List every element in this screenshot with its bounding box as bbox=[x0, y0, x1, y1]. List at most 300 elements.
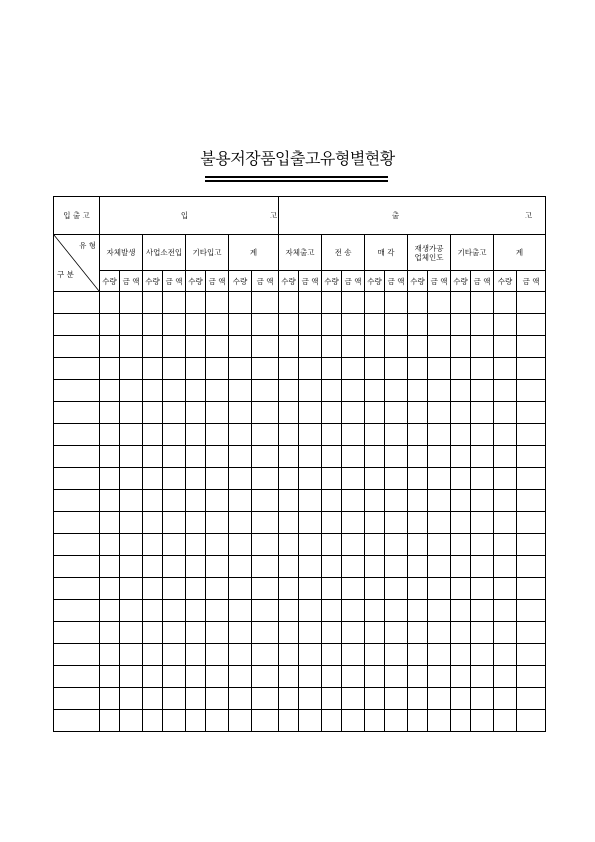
data-cell[interactable] bbox=[252, 644, 279, 666]
data-cell[interactable] bbox=[100, 468, 120, 490]
data-cell[interactable] bbox=[451, 710, 471, 732]
data-cell[interactable] bbox=[365, 314, 385, 336]
data-cell[interactable] bbox=[365, 644, 385, 666]
data-cell[interactable] bbox=[186, 402, 206, 424]
row-label-cell[interactable] bbox=[54, 358, 100, 380]
data-cell[interactable] bbox=[186, 490, 206, 512]
data-cell[interactable] bbox=[365, 622, 385, 644]
data-cell[interactable] bbox=[494, 336, 517, 358]
data-cell[interactable] bbox=[186, 424, 206, 446]
data-cell[interactable] bbox=[408, 424, 428, 446]
data-cell[interactable] bbox=[322, 710, 342, 732]
row-label-cell[interactable] bbox=[54, 666, 100, 688]
data-cell[interactable] bbox=[229, 358, 252, 380]
data-cell[interactable] bbox=[471, 490, 494, 512]
data-cell[interactable] bbox=[494, 644, 517, 666]
data-cell[interactable] bbox=[385, 578, 408, 600]
data-cell[interactable] bbox=[299, 468, 322, 490]
data-cell[interactable] bbox=[428, 490, 451, 512]
data-cell[interactable] bbox=[186, 644, 206, 666]
data-cell[interactable] bbox=[471, 336, 494, 358]
data-cell[interactable] bbox=[365, 556, 385, 578]
data-cell[interactable] bbox=[365, 380, 385, 402]
data-cell[interactable] bbox=[451, 600, 471, 622]
data-cell[interactable] bbox=[385, 600, 408, 622]
data-cell[interactable] bbox=[120, 534, 143, 556]
data-cell[interactable] bbox=[451, 622, 471, 644]
data-cell[interactable] bbox=[517, 688, 546, 710]
data-cell[interactable] bbox=[143, 666, 163, 688]
data-cell[interactable] bbox=[365, 358, 385, 380]
data-cell[interactable] bbox=[229, 688, 252, 710]
data-cell[interactable] bbox=[517, 578, 546, 600]
data-cell[interactable] bbox=[494, 600, 517, 622]
data-cell[interactable] bbox=[365, 578, 385, 600]
data-cell[interactable] bbox=[252, 336, 279, 358]
data-cell[interactable] bbox=[100, 578, 120, 600]
data-cell[interactable] bbox=[451, 468, 471, 490]
data-cell[interactable] bbox=[163, 402, 186, 424]
data-cell[interactable] bbox=[471, 644, 494, 666]
data-cell[interactable] bbox=[494, 292, 517, 314]
row-label-cell[interactable] bbox=[54, 402, 100, 424]
data-cell[interactable] bbox=[494, 402, 517, 424]
data-cell[interactable] bbox=[120, 710, 143, 732]
data-cell[interactable] bbox=[163, 578, 186, 600]
data-cell[interactable] bbox=[143, 512, 163, 534]
row-label-cell[interactable] bbox=[54, 688, 100, 710]
data-cell[interactable] bbox=[451, 424, 471, 446]
data-cell[interactable] bbox=[252, 402, 279, 424]
data-cell[interactable] bbox=[229, 534, 252, 556]
data-cell[interactable] bbox=[186, 534, 206, 556]
data-cell[interactable] bbox=[322, 380, 342, 402]
data-cell[interactable] bbox=[299, 490, 322, 512]
row-label-cell[interactable] bbox=[54, 446, 100, 468]
data-cell[interactable] bbox=[299, 600, 322, 622]
data-cell[interactable] bbox=[365, 402, 385, 424]
data-cell[interactable] bbox=[229, 336, 252, 358]
data-cell[interactable] bbox=[385, 402, 408, 424]
data-cell[interactable] bbox=[471, 292, 494, 314]
data-cell[interactable] bbox=[100, 380, 120, 402]
data-cell[interactable] bbox=[385, 556, 408, 578]
data-cell[interactable] bbox=[143, 688, 163, 710]
data-cell[interactable] bbox=[279, 534, 299, 556]
data-cell[interactable] bbox=[408, 490, 428, 512]
data-cell[interactable] bbox=[186, 512, 206, 534]
data-cell[interactable] bbox=[100, 402, 120, 424]
data-cell[interactable] bbox=[342, 512, 365, 534]
data-cell[interactable] bbox=[365, 688, 385, 710]
data-cell[interactable] bbox=[186, 688, 206, 710]
data-cell[interactable] bbox=[252, 622, 279, 644]
data-cell[interactable] bbox=[342, 336, 365, 358]
data-cell[interactable] bbox=[342, 688, 365, 710]
data-cell[interactable] bbox=[252, 490, 279, 512]
data-cell[interactable] bbox=[322, 402, 342, 424]
data-cell[interactable] bbox=[428, 446, 451, 468]
data-cell[interactable] bbox=[451, 314, 471, 336]
data-cell[interactable] bbox=[365, 336, 385, 358]
data-cell[interactable] bbox=[385, 380, 408, 402]
data-cell[interactable] bbox=[385, 446, 408, 468]
data-cell[interactable] bbox=[517, 710, 546, 732]
data-cell[interactable] bbox=[100, 292, 120, 314]
data-cell[interactable] bbox=[252, 710, 279, 732]
data-cell[interactable] bbox=[322, 666, 342, 688]
data-cell[interactable] bbox=[163, 358, 186, 380]
data-cell[interactable] bbox=[471, 468, 494, 490]
data-cell[interactable] bbox=[100, 710, 120, 732]
data-cell[interactable] bbox=[471, 446, 494, 468]
data-cell[interactable] bbox=[408, 468, 428, 490]
data-cell[interactable] bbox=[322, 512, 342, 534]
data-cell[interactable] bbox=[471, 424, 494, 446]
data-cell[interactable] bbox=[428, 622, 451, 644]
data-cell[interactable] bbox=[229, 578, 252, 600]
data-cell[interactable] bbox=[206, 512, 229, 534]
data-cell[interactable] bbox=[494, 490, 517, 512]
data-cell[interactable] bbox=[342, 314, 365, 336]
data-cell[interactable] bbox=[322, 292, 342, 314]
data-cell[interactable] bbox=[206, 578, 229, 600]
data-cell[interactable] bbox=[428, 314, 451, 336]
data-cell[interactable] bbox=[428, 644, 451, 666]
data-cell[interactable] bbox=[143, 490, 163, 512]
data-cell[interactable] bbox=[279, 688, 299, 710]
data-cell[interactable] bbox=[100, 512, 120, 534]
data-cell[interactable] bbox=[471, 314, 494, 336]
data-cell[interactable] bbox=[494, 358, 517, 380]
data-cell[interactable] bbox=[206, 556, 229, 578]
data-cell[interactable] bbox=[365, 710, 385, 732]
data-cell[interactable] bbox=[494, 424, 517, 446]
data-cell[interactable] bbox=[517, 644, 546, 666]
data-cell[interactable] bbox=[471, 358, 494, 380]
data-cell[interactable] bbox=[229, 402, 252, 424]
data-cell[interactable] bbox=[229, 380, 252, 402]
data-cell[interactable] bbox=[163, 688, 186, 710]
data-cell[interactable] bbox=[163, 446, 186, 468]
data-cell[interactable] bbox=[143, 600, 163, 622]
data-cell[interactable] bbox=[120, 380, 143, 402]
data-cell[interactable] bbox=[385, 292, 408, 314]
data-cell[interactable] bbox=[252, 556, 279, 578]
data-cell[interactable] bbox=[252, 446, 279, 468]
row-label-cell[interactable] bbox=[54, 468, 100, 490]
data-cell[interactable] bbox=[143, 292, 163, 314]
data-cell[interactable] bbox=[100, 556, 120, 578]
data-cell[interactable] bbox=[517, 556, 546, 578]
data-cell[interactable] bbox=[517, 490, 546, 512]
data-cell[interactable] bbox=[365, 468, 385, 490]
data-cell[interactable] bbox=[385, 710, 408, 732]
data-cell[interactable] bbox=[428, 380, 451, 402]
data-cell[interactable] bbox=[385, 424, 408, 446]
data-cell[interactable] bbox=[100, 666, 120, 688]
data-cell[interactable] bbox=[252, 512, 279, 534]
data-cell[interactable] bbox=[408, 380, 428, 402]
row-label-cell[interactable] bbox=[54, 710, 100, 732]
data-cell[interactable] bbox=[322, 446, 342, 468]
data-cell[interactable] bbox=[186, 358, 206, 380]
data-cell[interactable] bbox=[229, 556, 252, 578]
data-cell[interactable] bbox=[365, 292, 385, 314]
data-cell[interactable] bbox=[252, 578, 279, 600]
data-cell[interactable] bbox=[428, 402, 451, 424]
data-cell[interactable] bbox=[494, 468, 517, 490]
data-cell[interactable] bbox=[279, 358, 299, 380]
data-cell[interactable] bbox=[299, 402, 322, 424]
data-cell[interactable] bbox=[342, 710, 365, 732]
data-cell[interactable] bbox=[385, 622, 408, 644]
data-cell[interactable] bbox=[100, 336, 120, 358]
data-cell[interactable] bbox=[428, 534, 451, 556]
data-cell[interactable] bbox=[143, 578, 163, 600]
data-cell[interactable] bbox=[206, 710, 229, 732]
data-cell[interactable] bbox=[120, 402, 143, 424]
data-cell[interactable] bbox=[100, 600, 120, 622]
data-cell[interactable] bbox=[451, 336, 471, 358]
data-cell[interactable] bbox=[471, 688, 494, 710]
data-cell[interactable] bbox=[451, 490, 471, 512]
data-cell[interactable] bbox=[279, 468, 299, 490]
data-cell[interactable] bbox=[229, 468, 252, 490]
data-cell[interactable] bbox=[471, 556, 494, 578]
data-cell[interactable] bbox=[428, 424, 451, 446]
data-cell[interactable] bbox=[163, 490, 186, 512]
data-cell[interactable] bbox=[120, 424, 143, 446]
data-cell[interactable] bbox=[385, 468, 408, 490]
data-cell[interactable] bbox=[143, 556, 163, 578]
data-cell[interactable] bbox=[252, 666, 279, 688]
data-cell[interactable] bbox=[365, 446, 385, 468]
data-cell[interactable] bbox=[229, 644, 252, 666]
data-cell[interactable] bbox=[279, 314, 299, 336]
data-cell[interactable] bbox=[206, 336, 229, 358]
data-cell[interactable] bbox=[365, 424, 385, 446]
data-cell[interactable] bbox=[163, 468, 186, 490]
data-cell[interactable] bbox=[494, 688, 517, 710]
data-cell[interactable] bbox=[342, 578, 365, 600]
row-label-cell[interactable] bbox=[54, 534, 100, 556]
data-cell[interactable] bbox=[451, 688, 471, 710]
data-cell[interactable] bbox=[186, 622, 206, 644]
row-label-cell[interactable] bbox=[54, 578, 100, 600]
data-cell[interactable] bbox=[163, 336, 186, 358]
data-cell[interactable] bbox=[494, 534, 517, 556]
data-cell[interactable] bbox=[451, 578, 471, 600]
data-cell[interactable] bbox=[428, 600, 451, 622]
data-cell[interactable] bbox=[428, 688, 451, 710]
data-cell[interactable] bbox=[471, 402, 494, 424]
data-cell[interactable] bbox=[163, 666, 186, 688]
data-cell[interactable] bbox=[120, 358, 143, 380]
data-cell[interactable] bbox=[408, 556, 428, 578]
data-cell[interactable] bbox=[163, 534, 186, 556]
data-cell[interactable] bbox=[517, 512, 546, 534]
data-cell[interactable] bbox=[206, 402, 229, 424]
row-label-cell[interactable] bbox=[54, 644, 100, 666]
data-cell[interactable] bbox=[471, 666, 494, 688]
data-cell[interactable] bbox=[120, 666, 143, 688]
data-cell[interactable] bbox=[143, 468, 163, 490]
data-cell[interactable] bbox=[408, 292, 428, 314]
data-cell[interactable] bbox=[120, 644, 143, 666]
data-cell[interactable] bbox=[229, 292, 252, 314]
data-cell[interactable] bbox=[428, 292, 451, 314]
data-cell[interactable] bbox=[206, 534, 229, 556]
data-cell[interactable] bbox=[299, 710, 322, 732]
data-cell[interactable] bbox=[229, 446, 252, 468]
data-cell[interactable] bbox=[229, 490, 252, 512]
data-cell[interactable] bbox=[163, 622, 186, 644]
data-cell[interactable] bbox=[322, 534, 342, 556]
data-cell[interactable] bbox=[517, 358, 546, 380]
data-cell[interactable] bbox=[428, 336, 451, 358]
data-cell[interactable] bbox=[229, 424, 252, 446]
data-cell[interactable] bbox=[342, 534, 365, 556]
row-label-cell[interactable] bbox=[54, 314, 100, 336]
data-cell[interactable] bbox=[279, 446, 299, 468]
data-cell[interactable] bbox=[186, 292, 206, 314]
data-cell[interactable] bbox=[517, 666, 546, 688]
data-cell[interactable] bbox=[252, 424, 279, 446]
data-cell[interactable] bbox=[451, 512, 471, 534]
data-cell[interactable] bbox=[408, 600, 428, 622]
data-cell[interactable] bbox=[163, 292, 186, 314]
data-cell[interactable] bbox=[206, 490, 229, 512]
data-cell[interactable] bbox=[471, 622, 494, 644]
row-label-cell[interactable] bbox=[54, 600, 100, 622]
data-cell[interactable] bbox=[342, 424, 365, 446]
data-cell[interactable] bbox=[120, 556, 143, 578]
data-cell[interactable] bbox=[120, 578, 143, 600]
data-cell[interactable] bbox=[471, 710, 494, 732]
data-cell[interactable] bbox=[186, 314, 206, 336]
row-label-cell[interactable] bbox=[54, 424, 100, 446]
data-cell[interactable] bbox=[206, 446, 229, 468]
row-label-cell[interactable] bbox=[54, 556, 100, 578]
data-cell[interactable] bbox=[451, 358, 471, 380]
data-cell[interactable] bbox=[408, 446, 428, 468]
data-cell[interactable] bbox=[206, 666, 229, 688]
data-cell[interactable] bbox=[206, 314, 229, 336]
data-cell[interactable] bbox=[186, 578, 206, 600]
data-cell[interactable] bbox=[206, 688, 229, 710]
data-cell[interactable] bbox=[252, 534, 279, 556]
data-cell[interactable] bbox=[252, 468, 279, 490]
data-cell[interactable] bbox=[342, 600, 365, 622]
data-cell[interactable] bbox=[408, 710, 428, 732]
data-cell[interactable] bbox=[252, 358, 279, 380]
data-cell[interactable] bbox=[451, 666, 471, 688]
data-cell[interactable] bbox=[143, 314, 163, 336]
data-cell[interactable] bbox=[342, 666, 365, 688]
data-cell[interactable] bbox=[342, 402, 365, 424]
data-cell[interactable] bbox=[517, 600, 546, 622]
data-cell[interactable] bbox=[385, 534, 408, 556]
data-cell[interactable] bbox=[342, 468, 365, 490]
data-cell[interactable] bbox=[494, 556, 517, 578]
data-cell[interactable] bbox=[299, 336, 322, 358]
data-cell[interactable] bbox=[299, 314, 322, 336]
data-cell[interactable] bbox=[517, 468, 546, 490]
data-cell[interactable] bbox=[494, 666, 517, 688]
data-cell[interactable] bbox=[322, 644, 342, 666]
data-cell[interactable] bbox=[494, 710, 517, 732]
data-cell[interactable] bbox=[322, 468, 342, 490]
data-cell[interactable] bbox=[517, 314, 546, 336]
data-cell[interactable] bbox=[471, 578, 494, 600]
data-cell[interactable] bbox=[385, 358, 408, 380]
data-cell[interactable] bbox=[408, 578, 428, 600]
data-cell[interactable] bbox=[365, 600, 385, 622]
data-cell[interactable] bbox=[517, 336, 546, 358]
data-cell[interactable] bbox=[279, 292, 299, 314]
data-cell[interactable] bbox=[163, 380, 186, 402]
data-cell[interactable] bbox=[451, 292, 471, 314]
data-cell[interactable] bbox=[143, 402, 163, 424]
data-cell[interactable] bbox=[471, 380, 494, 402]
data-cell[interactable] bbox=[279, 666, 299, 688]
data-cell[interactable] bbox=[408, 644, 428, 666]
data-cell[interactable] bbox=[120, 292, 143, 314]
data-cell[interactable] bbox=[252, 688, 279, 710]
data-cell[interactable] bbox=[471, 600, 494, 622]
data-cell[interactable] bbox=[143, 424, 163, 446]
data-cell[interactable] bbox=[342, 622, 365, 644]
data-cell[interactable] bbox=[451, 644, 471, 666]
data-cell[interactable] bbox=[279, 424, 299, 446]
data-cell[interactable] bbox=[385, 512, 408, 534]
data-cell[interactable] bbox=[322, 336, 342, 358]
data-cell[interactable] bbox=[279, 622, 299, 644]
data-cell[interactable] bbox=[365, 490, 385, 512]
data-cell[interactable] bbox=[299, 424, 322, 446]
data-cell[interactable] bbox=[342, 556, 365, 578]
data-cell[interactable] bbox=[163, 314, 186, 336]
data-cell[interactable] bbox=[408, 314, 428, 336]
data-cell[interactable] bbox=[365, 512, 385, 534]
data-cell[interactable] bbox=[517, 402, 546, 424]
data-cell[interactable] bbox=[229, 710, 252, 732]
data-cell[interactable] bbox=[100, 688, 120, 710]
data-cell[interactable] bbox=[186, 556, 206, 578]
data-cell[interactable] bbox=[385, 688, 408, 710]
data-cell[interactable] bbox=[100, 534, 120, 556]
data-cell[interactable] bbox=[342, 644, 365, 666]
data-cell[interactable] bbox=[322, 578, 342, 600]
data-cell[interactable] bbox=[206, 644, 229, 666]
data-cell[interactable] bbox=[517, 446, 546, 468]
data-cell[interactable] bbox=[120, 446, 143, 468]
data-cell[interactable] bbox=[494, 380, 517, 402]
data-cell[interactable] bbox=[120, 600, 143, 622]
data-cell[interactable] bbox=[143, 336, 163, 358]
data-cell[interactable] bbox=[494, 578, 517, 600]
data-cell[interactable] bbox=[517, 292, 546, 314]
data-cell[interactable] bbox=[408, 512, 428, 534]
data-cell[interactable] bbox=[100, 314, 120, 336]
data-cell[interactable] bbox=[120, 688, 143, 710]
data-cell[interactable] bbox=[408, 666, 428, 688]
data-cell[interactable] bbox=[252, 380, 279, 402]
data-cell[interactable] bbox=[120, 314, 143, 336]
data-cell[interactable] bbox=[517, 424, 546, 446]
data-cell[interactable] bbox=[451, 556, 471, 578]
